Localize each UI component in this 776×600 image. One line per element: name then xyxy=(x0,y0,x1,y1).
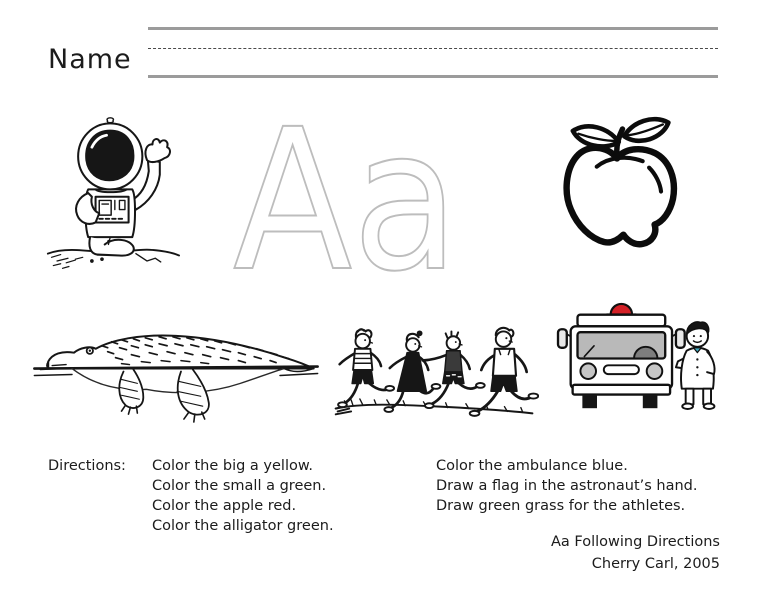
footer-author: Cherry Carl, 2005 xyxy=(591,556,720,572)
alligator-image xyxy=(32,320,320,424)
alligator-drawing xyxy=(32,320,320,424)
big-letters-text: Aa xyxy=(233,86,460,315)
footer-credit xyxy=(551,531,720,575)
astronaut-drawing xyxy=(44,116,182,272)
direction-line: Color the big a yellow. xyxy=(152,458,313,474)
direction-line: Color the apple red. xyxy=(152,498,297,514)
apple-drawing xyxy=(560,116,684,256)
directions-label: Directions: xyxy=(48,458,126,474)
name-writing-line-middle xyxy=(148,48,718,49)
name-writing-line-bottom xyxy=(148,75,718,78)
ambulance-drawing xyxy=(551,301,719,416)
name-label: Name xyxy=(48,44,132,75)
athletes-drawing xyxy=(333,316,539,424)
astronaut-image xyxy=(44,116,182,272)
athletes-image xyxy=(333,316,539,424)
direction-line: Color the alligator green. xyxy=(152,518,334,534)
directions-column-2 xyxy=(436,456,697,516)
direction-line: Color the small a green. xyxy=(152,478,327,494)
big-letters-aa-drawing xyxy=(233,86,461,315)
direction-line: Color the ambulance blue. xyxy=(436,458,628,474)
ambulance-image xyxy=(551,301,719,416)
direction-line: Draw green grass for the athletes. xyxy=(436,498,686,514)
big-letters-aa-image xyxy=(233,86,461,315)
ambulance-beacon-light xyxy=(611,304,632,315)
directions-column-1 xyxy=(152,456,334,536)
apple-image xyxy=(560,116,684,256)
name-writing-line-top xyxy=(148,27,718,30)
direction-line: Draw a flag in the astronaut’s hand. xyxy=(436,478,698,494)
footer-title: Aa Following Directions xyxy=(551,534,720,550)
